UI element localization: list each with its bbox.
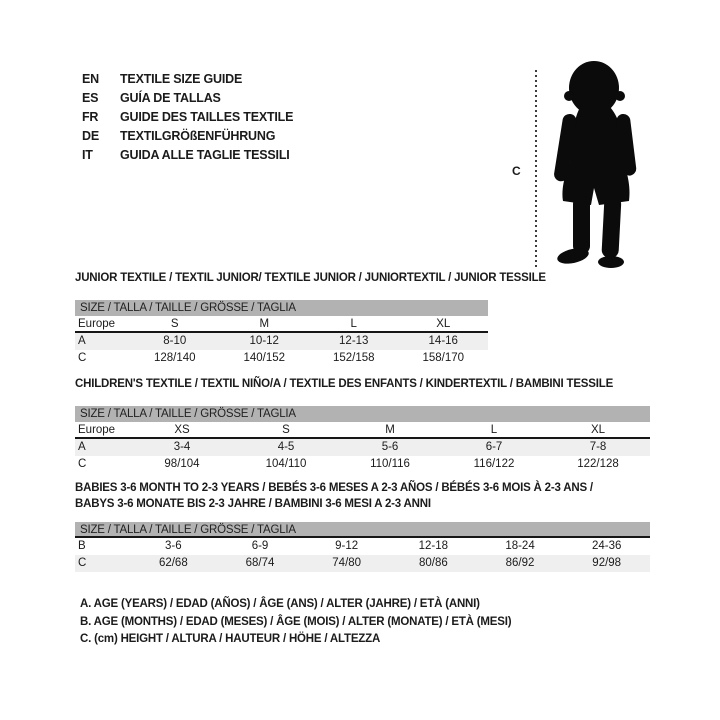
table-cell: 24-36 [591, 540, 622, 552]
height-measure-label: C [512, 164, 521, 178]
row-label: C [78, 352, 87, 364]
table-cell: 5-6 [381, 441, 399, 453]
table-header-row [75, 316, 488, 333]
table-header-row [75, 422, 650, 439]
table-cell: 7-8 [589, 441, 607, 453]
language-code: FR [82, 110, 99, 124]
table-cell: 12-13 [339, 335, 369, 347]
table-children [75, 376, 650, 473]
row-label: C [78, 557, 87, 569]
size-column-header: XS [174, 424, 190, 436]
language-code: ES [82, 91, 99, 105]
size-column-header: XL [436, 318, 451, 330]
language-code: IT [82, 148, 93, 162]
table-cell: 86/92 [505, 557, 535, 569]
table-cell: 74/80 [332, 557, 362, 569]
table-cell: 140/152 [243, 352, 286, 364]
height-measure-dotted-line [535, 70, 537, 268]
table-cell: 68/74 [245, 557, 275, 569]
table-row [75, 555, 650, 572]
language-code: DE [82, 129, 99, 143]
table-title-line2: BABYS 3-6 MONATE BIS 2-3 JAHRE / BAMBINI 3-6 MESI A 2-3 ANNI [75, 498, 431, 510]
table-cell: 8-10 [163, 335, 187, 347]
language-row-es [82, 89, 293, 108]
size-column-header: L [350, 318, 357, 330]
language-label: TEXTILE SIZE GUIDE [120, 72, 243, 86]
language-list [82, 70, 293, 165]
table-cell: 98/104 [164, 458, 200, 470]
row-label: B [78, 540, 86, 552]
size-column-header: XL [590, 424, 606, 436]
table-cell: 18-24 [505, 540, 535, 552]
table-row [75, 538, 650, 555]
size-column-header: M [385, 424, 395, 436]
table-cell: 12-18 [418, 540, 449, 552]
size-column-header: S [282, 424, 290, 436]
language-row-fr [82, 108, 293, 127]
language-code: EN [82, 72, 99, 86]
table-cell: 10-12 [249, 335, 279, 347]
table-junior [75, 270, 546, 367]
table-cell: 104/110 [265, 458, 307, 470]
size-column-header: L [490, 424, 498, 436]
language-row-it [82, 146, 293, 165]
table-title: CHILDREN'S TEXTILE / TEXTIL NIÑO/A / TEXTILE DES ENFANTS / KINDERTEXTIL / BAMBINI TESSILE [75, 378, 614, 390]
row-label: Europe [78, 318, 116, 330]
table-cell: 80/86 [418, 557, 448, 569]
size-header-band: SIZE / TALLA / TAILLE / GRÖSSE / TAGLIA [75, 522, 650, 538]
table-row [75, 456, 650, 473]
note-age-months: B. AGE (MONTHS) / EDAD (MESES) / ÂGE (MOIS) / ALTER (MONATE) / ETÀ (MESI) [80, 615, 512, 628]
table-row [75, 439, 650, 456]
note-age-years: A. AGE (YEARS) / EDAD (AÑOS) / ÂGE (ANS) / ALTER (JAHRE) / ETÀ (ANNI) [80, 598, 480, 610]
table-cell: 3-4 [173, 441, 191, 453]
size-header-band: SIZE / TALLA / TAILLE / GRÖSSE / TAGLIA [75, 300, 488, 316]
table-cell: 122/128 [577, 458, 619, 470]
language-row-de [82, 127, 293, 146]
table-cell: 4-5 [277, 441, 295, 453]
language-label: GUIDA ALLE TAGLIE TESSILI [120, 148, 290, 162]
table-title: JUNIOR TEXTILE / TEXTIL JUNIOR/ TEXTILE JUNIOR / JUNIORTEXTIL / JUNIOR TESSILE [75, 272, 546, 284]
row-label: Europe [78, 424, 116, 436]
table-cell: 6-7 [485, 441, 503, 453]
table-row [75, 333, 488, 350]
note-height-cm: C. (cm) HEIGHT / ALTURA / HAUTEUR / HÖHE / ALTEZZA [80, 633, 381, 645]
language-label: GUIDE DES TAILLES TEXTILE [120, 110, 294, 124]
table-cell: 3-6 [165, 540, 182, 552]
table-cell: 6-9 [251, 540, 269, 552]
table-cell: 14-16 [428, 335, 458, 347]
table-cell: 9-12 [335, 540, 359, 552]
size-column-header: M [259, 318, 270, 330]
table-title: BABIES 3-6 MONTH TO 2-3 YEARS / BEBÉS 3-6 MESES A 2-3 AÑOS / BÉBÉS 3-6 MOIS À 2-3 ANS / [75, 482, 593, 494]
size-column-header: S [170, 318, 179, 330]
table-cell: 62/68 [158, 557, 188, 569]
size-header-band: SIZE / TALLA / TAILLE / GRÖSSE / TAGLIA [75, 406, 650, 422]
language-label: GUÍA DE TALLAS [120, 91, 221, 105]
table-cell: 110/116 [370, 458, 410, 470]
row-label: A [78, 335, 86, 347]
baby-silhouette-icon [547, 60, 647, 270]
legend-notes [80, 596, 511, 649]
table-cell: 116/122 [473, 458, 515, 470]
table-cell: 92/98 [592, 557, 622, 569]
table-cell: 158/170 [422, 352, 465, 364]
row-label: C [78, 458, 87, 470]
table-babies [75, 480, 650, 572]
language-row-en [82, 70, 293, 89]
table-cell: 128/140 [153, 352, 196, 364]
row-label: A [78, 441, 86, 453]
language-label: TEXTILGRÖßENFÜHRUNG [120, 129, 276, 143]
table-row [75, 350, 488, 367]
table-cell: 152/158 [332, 352, 375, 364]
